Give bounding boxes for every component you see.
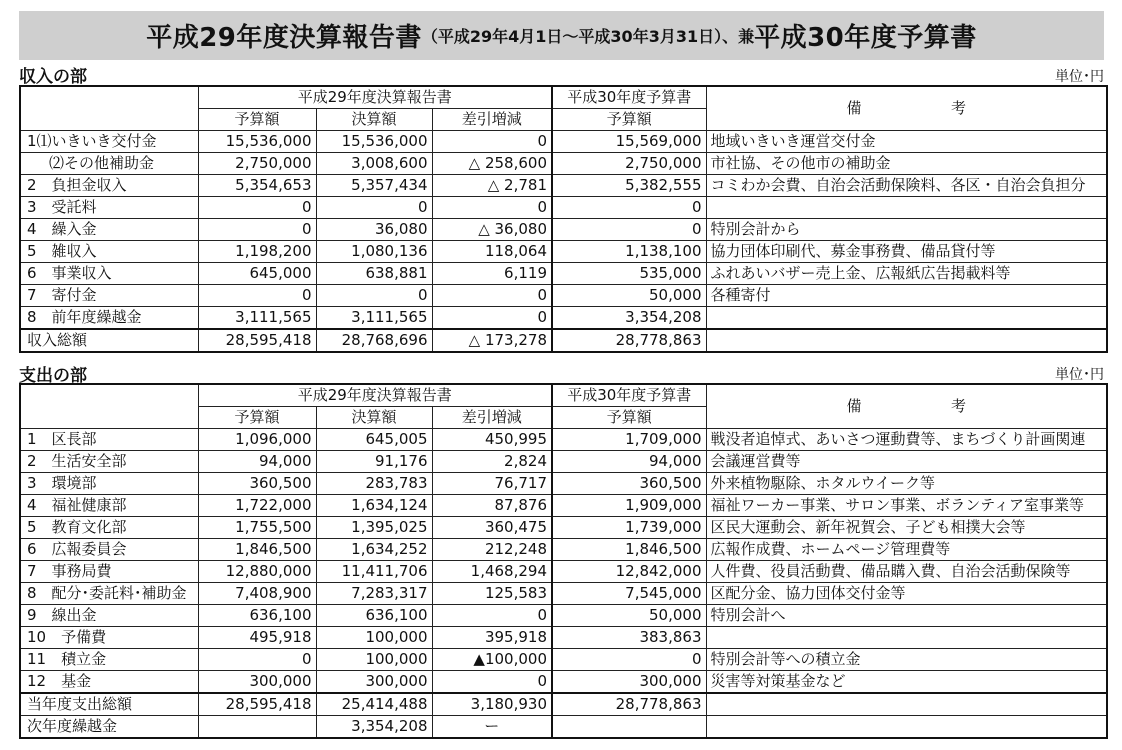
expense-settlement-cell: 7,283,317: [316, 583, 432, 605]
income-header-2017-group: 平成29年度決算報告書: [198, 86, 552, 109]
expense-item-cell: 7 事務局費: [20, 561, 198, 583]
income-difference-cell: △ 36,080: [432, 219, 552, 241]
expense-budget-cell: 94,000: [198, 451, 316, 473]
expense-header-difference: 差引増減: [432, 407, 552, 429]
expense-carryover-settlement-cell: 3,354,208: [316, 716, 432, 739]
expense-item-cell: 8 配分･委託料･補助金: [20, 583, 198, 605]
expense-remarks-cell: 災害等対策基金など: [706, 671, 1107, 694]
expense-difference-cell: 76,717: [432, 473, 552, 495]
income-header-2018-group: 平成30年度予算書: [552, 86, 706, 109]
expense-item-cell: 5 教育文化部: [20, 517, 198, 539]
income-unit-label: 単位･円: [1055, 69, 1104, 85]
expense-item-cell: 1 区長部: [20, 429, 198, 451]
income-difference-cell: △ 258,600: [432, 153, 552, 175]
income-settlement-cell: 0: [316, 285, 432, 307]
expense-row: [20, 517, 1107, 539]
expense-header-budget: 予算額: [198, 407, 316, 429]
income-header-difference: 差引増減: [432, 109, 552, 131]
income-item-cell: 1⑴いきいき交付金: [20, 131, 198, 153]
income-budget-2018-cell: 50,000: [552, 285, 706, 307]
expense-budget-2018-cell: 300,000: [552, 671, 706, 694]
income-budget-cell: 645,000: [198, 263, 316, 285]
expense-header-group-row: [20, 384, 1107, 407]
income-item-cell: 8 前年度繰越金: [20, 307, 198, 330]
income-total-difference-cell: △ 173,278: [432, 329, 552, 352]
income-settlement-cell: 638,881: [316, 263, 432, 285]
expense-remarks-cell: 区民大運動会、新年祝賀会、子ども相撲大会等: [706, 517, 1107, 539]
expense-remarks-cell: 広報作成費、ホームページ管理費等: [706, 539, 1107, 561]
expense-item-cell: 2 生活安全部: [20, 451, 198, 473]
income-total-settlement-cell: 28,768,696: [316, 329, 432, 352]
income-difference-cell: 0: [432, 307, 552, 330]
expense-difference-cell: 1,468,294: [432, 561, 552, 583]
expense-carryover-difference-cell: ー: [432, 716, 552, 739]
income-total-budget-cell: 28,595,418: [198, 329, 316, 352]
income-row: [20, 263, 1107, 285]
income-header-remarks: [706, 86, 1107, 131]
income-budget-cell: 15,536,000: [198, 131, 316, 153]
expense-row: [20, 561, 1107, 583]
income-item-cell: 5 雑収入: [20, 241, 198, 263]
expense-difference-cell: 0: [432, 671, 552, 694]
report-title-bar: [19, 11, 1104, 60]
expense-settlement-cell: 300,000: [316, 671, 432, 694]
income-settlement-cell: 3,008,600: [316, 153, 432, 175]
income-budget-cell: 1,198,200: [198, 241, 316, 263]
income-budget-cell: 0: [198, 285, 316, 307]
income-header-settlement: 決算額: [316, 109, 432, 131]
expense-difference-cell: 360,475: [432, 517, 552, 539]
income-budget-2018-cell: 0: [552, 197, 706, 219]
income-header-remarks-1: 備: [846, 99, 862, 117]
expense-header-settlement: 決算額: [316, 407, 432, 429]
income-header-group-row: [20, 86, 1107, 109]
income-remarks-cell: 協力団体印刷代、募金事務費、備品貸付等: [706, 241, 1107, 263]
expense-settlement-cell: 636,100: [316, 605, 432, 627]
income-budget-cell: 2,750,000: [198, 153, 316, 175]
expense-settlement-cell: 91,176: [316, 451, 432, 473]
expense-difference-cell: 395,918: [432, 627, 552, 649]
expense-budget-cell: 12,880,000: [198, 561, 316, 583]
expense-budget-cell: 0: [198, 649, 316, 671]
expense-row: [20, 627, 1107, 649]
expense-row: [20, 605, 1107, 627]
expense-budget-cell: 7,408,900: [198, 583, 316, 605]
expense-carryover-budget-2018-cell: [552, 716, 706, 739]
income-budget-cell: 0: [198, 197, 316, 219]
income-budget-cell: 0: [198, 219, 316, 241]
expense-budget-cell: 300,000: [198, 671, 316, 694]
income-difference-cell: 0: [432, 131, 552, 153]
income-table: [19, 85, 1108, 353]
income-total-remarks-cell: [706, 329, 1107, 352]
income-item-cell: 3 受託料: [20, 197, 198, 219]
expense-budget-cell: 495,918: [198, 627, 316, 649]
expense-total-budget-2018-cell: 28,778,863: [552, 693, 706, 716]
income-budget-2018-cell: 15,569,000: [552, 131, 706, 153]
expense-header-remarks-1: 備: [846, 397, 862, 415]
expense-row: [20, 583, 1107, 605]
income-header-remarks-2: 考: [951, 99, 967, 117]
expense-difference-cell: 212,248: [432, 539, 552, 561]
expense-difference-cell: 450,995: [432, 429, 552, 451]
expense-unit-label: 単位･円: [1055, 367, 1104, 383]
expense-settlement-cell: 283,783: [316, 473, 432, 495]
expense-header-remarks-2: 考: [951, 397, 967, 415]
income-header-budget-2018: 予算額: [552, 109, 706, 131]
income-total-budget-2018-cell: 28,778,863: [552, 329, 706, 352]
expense-header-budget-2018: 予算額: [552, 407, 706, 429]
income-row: [20, 131, 1107, 153]
expense-budget-2018-cell: 12,842,000: [552, 561, 706, 583]
expense-budget-cell: 1,755,500: [198, 517, 316, 539]
expense-item-cell: 9 線出金: [20, 605, 198, 627]
report-title-budget: 平成30年度予算書: [754, 23, 977, 53]
expense-budget-2018-cell: 7,545,000: [552, 583, 706, 605]
income-settlement-cell: 0: [316, 197, 432, 219]
income-budget-cell: 5,354,653: [198, 175, 316, 197]
income-remarks-cell: 地域いきいき運営交付金: [706, 131, 1107, 153]
expense-settlement-cell: 1,634,124: [316, 495, 432, 517]
expense-remarks-cell: 特別会計等への積立金: [706, 649, 1107, 671]
expense-row: [20, 649, 1107, 671]
income-settlement-cell: 1,080,136: [316, 241, 432, 263]
income-row: [20, 175, 1107, 197]
income-row: [20, 285, 1107, 307]
income-budget-2018-cell: 1,138,100: [552, 241, 706, 263]
income-difference-cell: 6,119: [432, 263, 552, 285]
income-settlement-cell: 36,080: [316, 219, 432, 241]
expense-header-remarks: [706, 384, 1107, 429]
expense-remarks-cell: 人件費、役員活動費、備品購入費、自治会活動保険等: [706, 561, 1107, 583]
expense-difference-cell: 2,824: [432, 451, 552, 473]
expense-total-difference-cell: 3,180,930: [432, 693, 552, 716]
income-remarks-cell: 市社協、その他市の補助金: [706, 153, 1107, 175]
expense-settlement-cell: 1,634,252: [316, 539, 432, 561]
expense-difference-cell: 0: [432, 605, 552, 627]
expense-budget-cell: 636,100: [198, 605, 316, 627]
income-budget-2018-cell: 535,000: [552, 263, 706, 285]
expense-carryover-remarks-cell: [706, 716, 1107, 739]
expense-carryover-row: [20, 716, 1107, 739]
expense-header-2018-group: 平成30年度予算書: [552, 384, 706, 407]
income-remarks-cell: ふれあいバザー売上金、広報紙広告掲載料等: [706, 263, 1107, 285]
expense-budget-2018-cell: 360,500: [552, 473, 706, 495]
expense-budget-2018-cell: 50,000: [552, 605, 706, 627]
income-item-cell: 4 繰入金: [20, 219, 198, 241]
income-remarks-cell: 特別会計から: [706, 219, 1107, 241]
expense-remarks-cell: 外来植物駆除、ホタルウイーク等: [706, 473, 1107, 495]
income-total-row: [20, 329, 1107, 352]
income-difference-cell: 0: [432, 197, 552, 219]
expense-item-cell: 4 福祉健康部: [20, 495, 198, 517]
expense-budget-cell: 1,846,500: [198, 539, 316, 561]
income-section-label: 収入の部: [19, 67, 87, 87]
expense-total-remarks-cell: [706, 693, 1107, 716]
expense-settlement-cell: 1,395,025: [316, 517, 432, 539]
expense-total-item-cell: 当年度支出総額: [20, 693, 198, 716]
expense-budget-2018-cell: 383,863: [552, 627, 706, 649]
expense-header-item: [20, 384, 198, 429]
income-difference-cell: 118,064: [432, 241, 552, 263]
expense-header-2017-group: 平成29年度決算報告書: [198, 384, 552, 407]
expense-carryover-item-cell: 次年度繰越金: [20, 716, 198, 739]
expense-remarks-cell: 特別会計へ: [706, 605, 1107, 627]
income-settlement-cell: 3,111,565: [316, 307, 432, 330]
expense-budget-2018-cell: 94,000: [552, 451, 706, 473]
expense-budget-2018-cell: 1,739,000: [552, 517, 706, 539]
expense-budget-2018-cell: 0: [552, 649, 706, 671]
expense-table: [19, 383, 1108, 739]
income-remarks-cell: [706, 197, 1107, 219]
expense-budget-cell: 360,500: [198, 473, 316, 495]
income-difference-cell: 0: [432, 285, 552, 307]
expense-remarks-cell: [706, 627, 1107, 649]
expense-carryover-budget-cell: [198, 716, 316, 739]
income-row: [20, 307, 1107, 330]
expense-remarks-cell: 区配分金、協力団体交付金等: [706, 583, 1107, 605]
expense-row: [20, 429, 1107, 451]
expense-difference-cell: 87,876: [432, 495, 552, 517]
income-item-cell: 2 負担金収入: [20, 175, 198, 197]
expense-row: [20, 473, 1107, 495]
income-remarks-cell: 各種寄付: [706, 285, 1107, 307]
expense-item-cell: 12 基金: [20, 671, 198, 694]
expense-total-row: [20, 693, 1107, 716]
income-header-item: [20, 86, 198, 131]
income-difference-cell: △ 2,781: [432, 175, 552, 197]
expense-difference-cell: 125,583: [432, 583, 552, 605]
expense-item-cell: 3 環境部: [20, 473, 198, 495]
income-settlement-cell: 5,357,434: [316, 175, 432, 197]
expense-budget-2018-cell: 1,709,000: [552, 429, 706, 451]
income-row: [20, 219, 1107, 241]
income-remarks-cell: [706, 307, 1107, 330]
expense-row: [20, 671, 1107, 694]
expense-settlement-cell: 100,000: [316, 649, 432, 671]
expense-budget-2018-cell: 1,909,000: [552, 495, 706, 517]
expense-settlement-cell: 100,000: [316, 627, 432, 649]
expense-row: [20, 539, 1107, 561]
income-remarks-cell: コミわか会費、自治会活動保険料、各区・自治会負担分: [706, 175, 1107, 197]
income-item-cell: 6 事業収入: [20, 263, 198, 285]
income-budget-2018-cell: 5,382,555: [552, 175, 706, 197]
expense-remarks-cell: 福祉ワーカー事業、サロン事業、ボランティア室事業等: [706, 495, 1107, 517]
expense-item-cell: 11 積立金: [20, 649, 198, 671]
income-item-cell: ⑵その他補助金: [20, 153, 198, 175]
income-row: [20, 241, 1107, 263]
income-row: [20, 153, 1107, 175]
expense-row: [20, 495, 1107, 517]
income-budget-cell: 3,111,565: [198, 307, 316, 330]
expense-settlement-cell: 645,005: [316, 429, 432, 451]
expense-remarks-cell: 会議運営費等: [706, 451, 1107, 473]
expense-budget-2018-cell: 1,846,500: [552, 539, 706, 561]
expense-budget-cell: 1,096,000: [198, 429, 316, 451]
income-row: [20, 197, 1107, 219]
expense-total-budget-cell: 28,595,418: [198, 693, 316, 716]
expense-total-settlement-cell: 25,414,488: [316, 693, 432, 716]
expense-remarks-cell: 戦没者追悼式、あいさつ運動費等、まちづくり計画関連: [706, 429, 1107, 451]
expense-budget-cell: 1,722,000: [198, 495, 316, 517]
income-header-budget: 予算額: [198, 109, 316, 131]
income-settlement-cell: 15,536,000: [316, 131, 432, 153]
income-item-cell: 7 寄付金: [20, 285, 198, 307]
expense-item-cell: 6 広報委員会: [20, 539, 198, 561]
expense-settlement-cell: 11,411,706: [316, 561, 432, 583]
report-title-period: （平成29年4月1日～平成30年3月31日）、兼: [421, 27, 755, 46]
income-total-item-cell: 収入総額: [20, 329, 198, 352]
expense-section-label: 支出の部: [19, 366, 87, 386]
expense-row: [20, 451, 1107, 473]
report-title-main: 平成29年度決算報告書: [146, 23, 422, 53]
income-budget-2018-cell: 0: [552, 219, 706, 241]
expense-difference-cell: ▲100,000: [432, 649, 552, 671]
expense-item-cell: 10 予備費: [20, 627, 198, 649]
income-budget-2018-cell: 3,354,208: [552, 307, 706, 330]
income-budget-2018-cell: 2,750,000: [552, 153, 706, 175]
